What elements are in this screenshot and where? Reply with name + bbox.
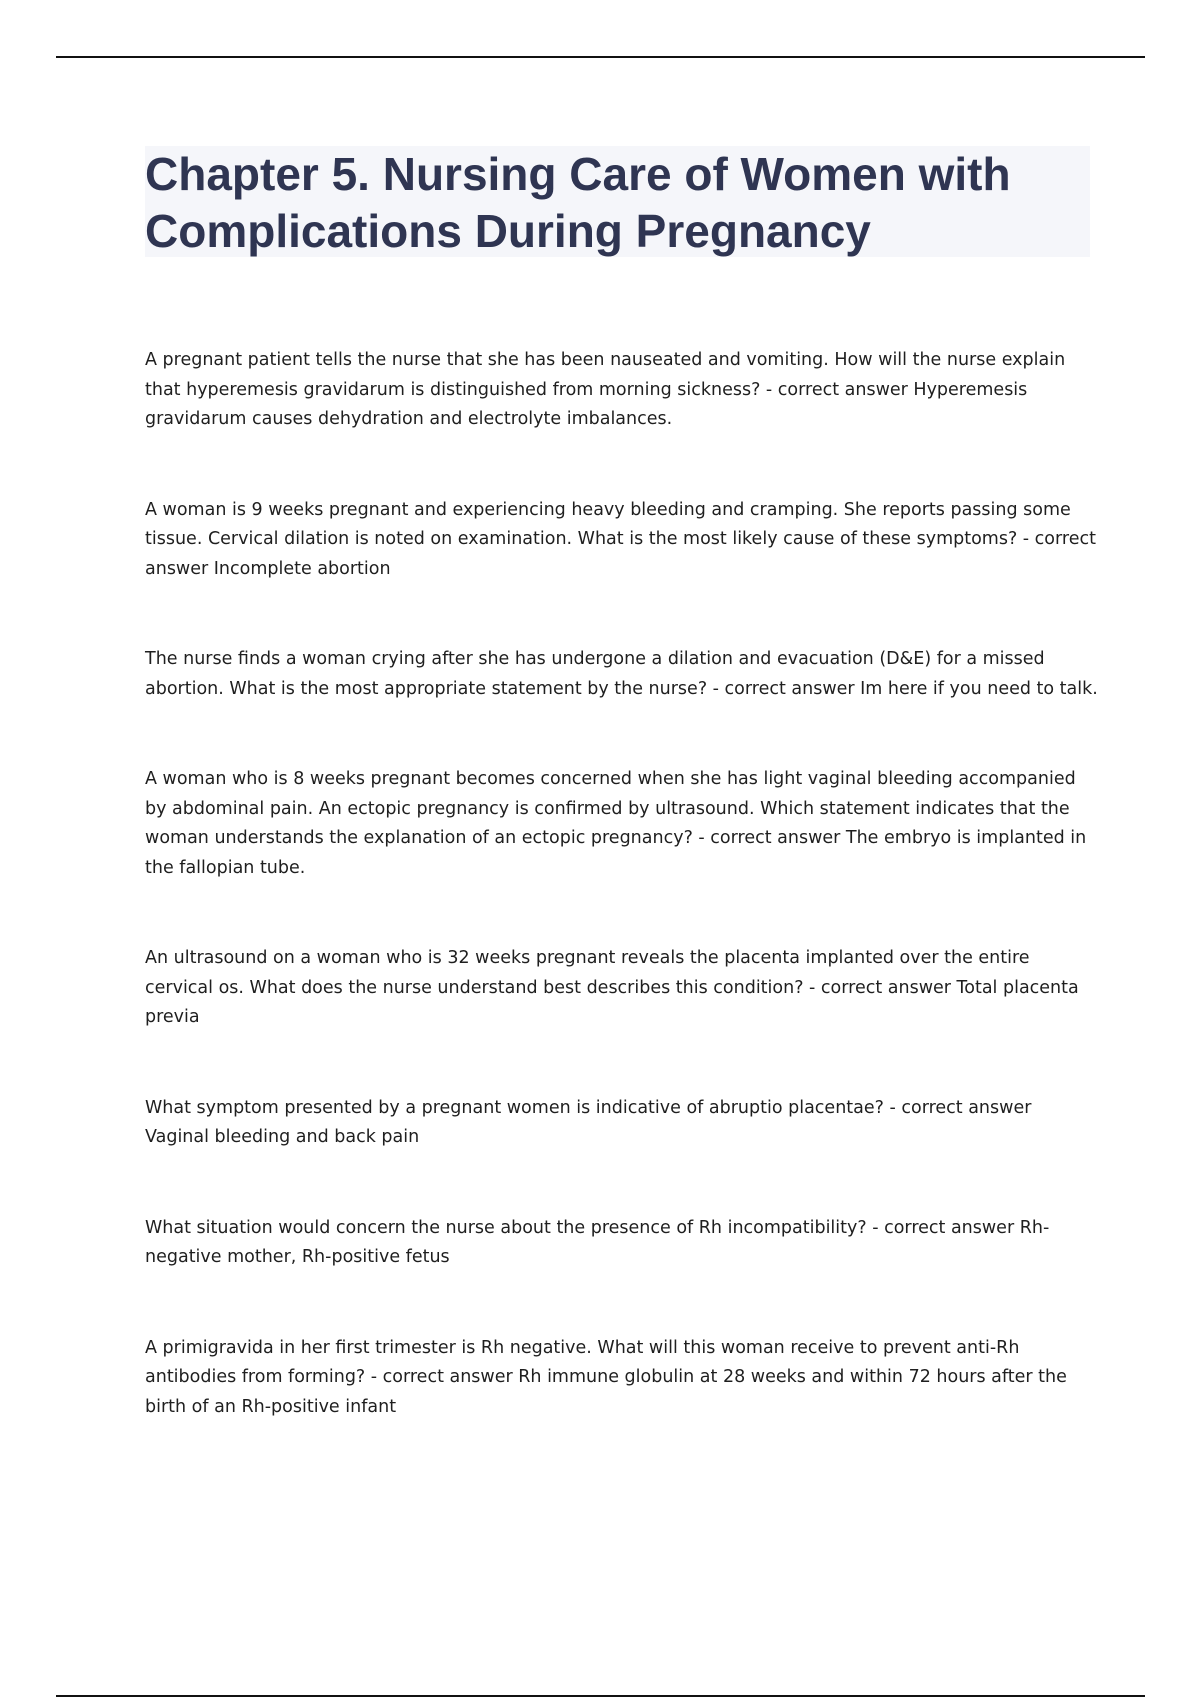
bottom-rule [56,1695,1145,1697]
qa-item: A woman is 9 weeks pregnant and experiencing heavy bleeding and cramping. She reports passing some tissue. Cervical dilation is noted on examination. What is the most likely cause of these symptoms? - correct answer Incomplete abortion [145,499,1096,579]
qa-item: What situation would concern the nurse about the presence of Rh incompatibility? - correct answer Rh-negative mother, Rh-positive fetus [145,1217,1050,1267]
top-rule [56,56,1145,58]
title-block [145,146,1090,257]
document-body [145,346,1100,1422]
qa-item: The nurse finds a woman crying after she has undergone a dilation and evacuation (D&E) for a missed abortion. What is the most appropriate statement by the nurse? - correct answer Im here if you need to talk. [145,649,1098,699]
qa-item: A primigravida in her first trimester is Rh negative. What will this woman receive to prevent anti-Rh antibodies from forming? - correct answer Rh immune globulin at 28 weeks and within 72 hours after the birth of an Rh-positive infant [145,1337,1067,1417]
page-title: Chapter 5. Nursing Care of Women with Complications During Pregnancy [145,148,1011,257]
qa-item: An ultrasound on a woman who is 32 weeks pregnant reveals the placenta implanted over the entire cervical os. What does the nurse understand best describes this condition? - correct answer Total placenta previa [145,948,1079,1027]
qa-item: What symptom presented by a pregnant women is indicative of abruptio placentae? - correct answer Vaginal bleeding and back pain [145,1097,1032,1147]
qa-item: A pregnant patient tells the nurse that she has been nauseated and vomiting. How will the nurse explain that hyperemesis gravidarum is distinguished from morning sickness? - correct answer Hyperemesis gravidarum causes dehydration and electrolyte imbalances. [145,350,1066,429]
qa-item: A woman who is 8 weeks pregnant becomes concerned when she has light vaginal bleeding accompanied by abdominal pain. An ectopic pregnancy is confirmed by ultrasound. Which statement indicates that the woman understands the explanation of an ectopic pregnancy? - correct answer The embryo is implanted in the fallopian tube. [145,769,1087,878]
